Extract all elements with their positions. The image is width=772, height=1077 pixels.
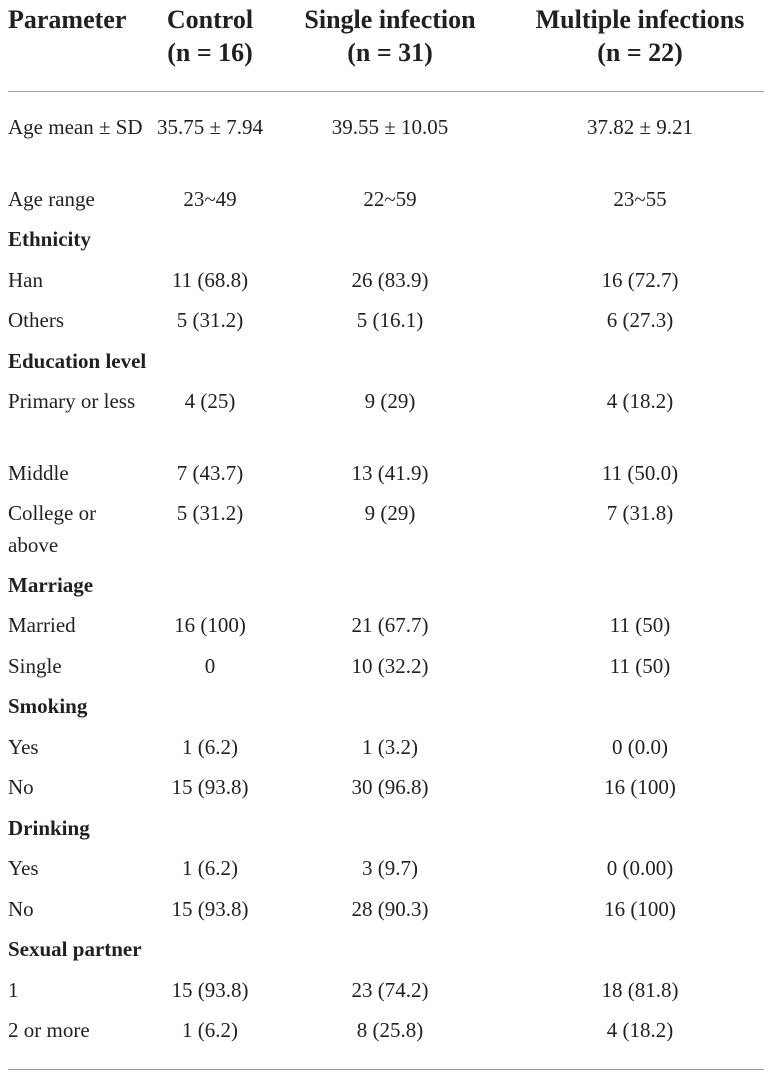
cell-single: 9 (29) — [364, 501, 416, 525]
cell-single: 22~59 — [363, 187, 417, 211]
header-multiple-n: (n = 22) — [597, 38, 683, 67]
cell-multiple: 16 (72.7) — [601, 268, 679, 292]
cell-single: 26 (83.9) — [351, 268, 429, 292]
cell-single: 23 (74.2) — [351, 978, 429, 1002]
cell-multiple: 0 (0.00) — [606, 856, 674, 880]
row-label: Yes — [8, 735, 39, 759]
cell-multiple: 18 (81.8) — [601, 978, 679, 1002]
cell-control: 35.75 ± 7.94 — [156, 115, 264, 139]
cell-multiple: 0 (0.0) — [612, 735, 668, 759]
row-label: 1 — [8, 978, 19, 1002]
row-label: Age range — [8, 187, 95, 211]
cell-multiple: 11 (50) — [609, 654, 671, 678]
header-single-title: Single infection — [304, 5, 476, 34]
row-label: No — [8, 897, 34, 921]
cell-control: 0 — [204, 654, 216, 678]
cell-control: 1 (6.2) — [182, 1018, 238, 1042]
cell-control: 11 (68.8) — [171, 268, 249, 292]
cell-control: 5 (31.2) — [176, 308, 244, 332]
cell-single: 13 (41.9) — [351, 461, 429, 485]
header-parameter: Parameter — [8, 5, 127, 34]
header-single-infection — [290, 3, 490, 69]
cell-multiple: 6 (27.3) — [606, 308, 674, 332]
cell-single: 9 (29) — [364, 389, 416, 413]
cell-control: 16 (100) — [174, 613, 246, 637]
group-heading: Drinking — [8, 816, 90, 840]
cell-multiple: 11 (50) — [609, 613, 671, 637]
cell-control: 15 (93.8) — [171, 978, 249, 1002]
cell-single: 28 (90.3) — [351, 897, 429, 921]
header-rule — [8, 91, 764, 92]
row-label: College or above — [8, 501, 97, 557]
header-multiple-title: Multiple infections — [535, 5, 745, 34]
cell-single: 8 (25.8) — [356, 1018, 424, 1042]
cell-control: 1 (6.2) — [182, 856, 238, 880]
cell-single: 3 (9.7) — [362, 856, 418, 880]
row-label: Yes — [8, 856, 39, 880]
cell-single: 21 (67.7) — [351, 613, 429, 637]
cell-multiple: 4 (18.2) — [606, 1018, 674, 1042]
row-label: Middle — [8, 461, 69, 485]
cell-control: 7 (43.7) — [176, 461, 244, 485]
bottom-rule — [8, 1069, 764, 1070]
row-label: Others — [8, 308, 64, 332]
header-single-n: (n = 31) — [347, 38, 433, 67]
cell-control: 15 (93.8) — [171, 775, 249, 799]
row-label: Single — [8, 654, 62, 678]
cell-control: 1 (6.2) — [182, 735, 238, 759]
row-label: 2 or more — [8, 1018, 90, 1042]
header-control-n: (n = 16) — [167, 38, 253, 67]
cell-multiple: 37.82 ± 9.21 — [586, 115, 694, 139]
cell-control: 15 (93.8) — [171, 897, 249, 921]
row-label: Han — [8, 268, 43, 292]
group-heading: Ethnicity — [8, 227, 91, 251]
cell-multiple: 23~55 — [613, 187, 667, 211]
cell-single: 1 (3.2) — [362, 735, 418, 759]
cell-single: 5 (16.1) — [356, 308, 424, 332]
row-label: No — [8, 775, 34, 799]
header-control-title: Control — [166, 5, 254, 34]
row-label: Married — [8, 613, 76, 637]
cell-control: 4 (25) — [184, 389, 236, 413]
cell-multiple: 7 (31.8) — [606, 501, 674, 525]
group-heading: Sexual partner — [8, 937, 142, 961]
cell-single: 30 (96.8) — [351, 775, 429, 799]
row-label: Age mean ± SD — [8, 115, 143, 139]
group-heading: Marriage — [8, 573, 94, 597]
cell-control: 23~49 — [183, 187, 237, 211]
cell-multiple: 11 (50.0) — [601, 461, 679, 485]
group-heading: Education level — [8, 349, 147, 373]
cell-multiple: 4 (18.2) — [606, 389, 674, 413]
header-multiple-infections — [515, 3, 765, 69]
header-control — [145, 3, 275, 69]
cell-control: 5 (31.2) — [176, 501, 244, 525]
cell-single: 39.55 ± 10.05 — [331, 115, 449, 139]
row-label: Primary or less — [8, 389, 136, 413]
cell-multiple: 16 (100) — [604, 775, 676, 799]
cell-single: 10 (32.2) — [351, 654, 429, 678]
cell-multiple: 16 (100) — [604, 897, 676, 921]
group-heading: Smoking — [8, 694, 88, 718]
